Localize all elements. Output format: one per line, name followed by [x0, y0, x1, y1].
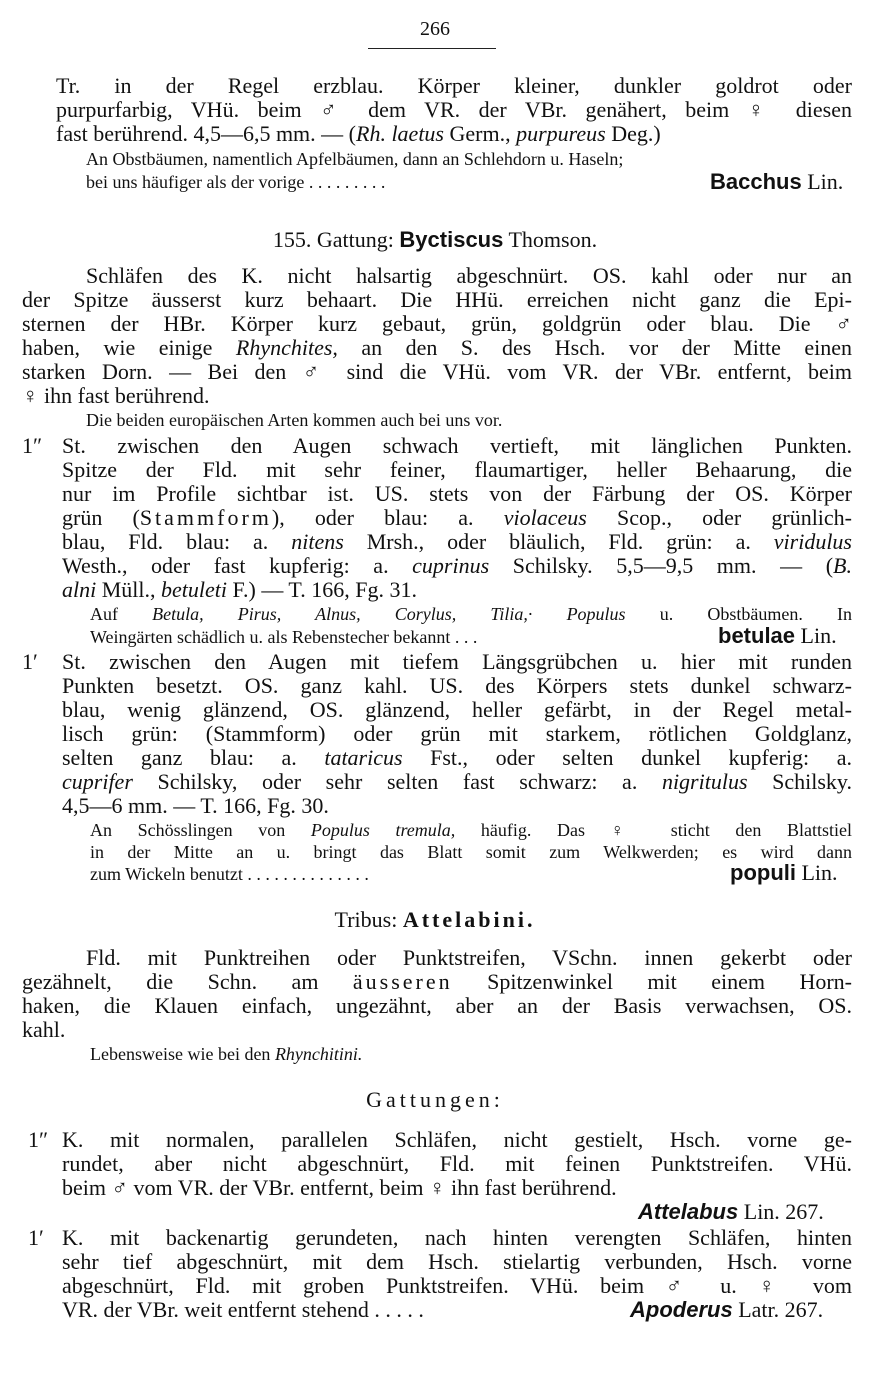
- text-line: St. zwischen den Augen schwach vertieft, mit länglichen Punkten.: [62, 433, 852, 458]
- text-line: Tr. in der Regel erzblau. Körper kleiner, dunkler goldrot oder: [56, 73, 852, 98]
- species-name: betulae Lin.: [718, 623, 837, 648]
- text-line: 4,5—6 mm. — T. 166, Fg. 30.: [62, 793, 329, 818]
- header-rule: [368, 48, 496, 49]
- text-line: haken, die Klauen einfach, ungezähnt, aber an der Basis verwachsen, OS.: [22, 993, 852, 1018]
- text-line: St. zwischen den Augen mit tiefem Längsgrübchen u. hier mit runden: [62, 649, 852, 674]
- habitat-note: An Obstbäumen, namentlich Apfelbäumen, dann an Schlehdorn u. Haseln;: [86, 149, 624, 169]
- text-line: cuprifer Schilsky, oder sehr selten fast schwarz: a. nigritulus Schilsky.: [62, 769, 852, 794]
- text-line: starken Dorn. — Bei den ♂ sind die VHü. vom VR. der VBr. entfernt, beim: [22, 359, 852, 384]
- species-name: Bacchus Lin.: [710, 169, 844, 194]
- text-line: nur im Profile sichtbar ist. US. stets von der Färbung der OS. Körper: [62, 481, 852, 506]
- text-line: Fld. mit Punktreihen oder Punktstreifen, VSchn. innen gekerbt oder: [86, 945, 852, 970]
- habitat-note: in der Mitte an u. bringt das Blatt somit zum Welkwerden; es wird dann: [90, 842, 852, 862]
- text-line: purpurfarbig, VHü. beim ♂ dem VR. der VBr. genähert, beim ♀ diesen: [56, 97, 852, 122]
- text-line: der Spitze äusserst kurz behaart. Die HHü. erreichen nicht ganz die Epi-: [22, 287, 852, 312]
- text-line: K. mit backenartig gerundeten, nach hinten verengten Schläfen, hinten: [62, 1225, 852, 1250]
- text-line: kahl.: [22, 1017, 66, 1042]
- genus-reference: Attelabus Lin. 267.: [638, 1199, 824, 1224]
- text-line: grün (Stammform), oder blau: a. violaceus Scop., oder grünlich-: [62, 505, 853, 530]
- page-number: 266: [420, 18, 450, 40]
- text-line: Spitze der Fld. mit sehr feiner, flaumartiger, heller Behaarung, die: [62, 457, 852, 482]
- text-line: sternen der HBr. Körper kurz gebaut, grün, goldgrün oder blau. Die ♂: [22, 311, 852, 336]
- text-line: rundet, aber nicht abgeschnürt, Fld. mit feinen Punktstreifen. VHü.: [62, 1151, 852, 1176]
- text-line: ♀ ihn fast berührend.: [22, 383, 210, 408]
- note-line: Die beiden europäischen Arten kommen auch bei uns vor.: [86, 410, 503, 430]
- text-line: gezähnelt, die Schn. am äusseren Spitzenwinkel mit einem Horn-: [22, 969, 852, 994]
- text-line: beim ♂ vom VR. der VBr. entfernt, beim ♀ ihn fast berührend.: [62, 1175, 617, 1200]
- text-line: Westh., oder fast kupferig: a. cuprinus Schilsky. 5,5—9,5 mm. — (B.: [62, 553, 852, 578]
- text-line: Schläfen des K. nicht halsartig abgeschnürt. OS. kahl oder nur an: [86, 263, 852, 288]
- habitat-note: An Schösslingen von Populus tremula, häufig. Das ♀ sticht den Blattstiel: [90, 820, 852, 840]
- text-line: abgeschnürt, Fld. mit groben Punktstreifen. VHü. beim ♂ u. ♀ vom: [62, 1273, 852, 1298]
- genus-reference: Apoderus Latr. 267.: [630, 1297, 824, 1322]
- species-name: populi Lin.: [730, 860, 838, 885]
- genera-heading: Gattungen:: [366, 1087, 504, 1112]
- text-line: alni Müll., betuleti F.) — T. 166, Fg. 31.: [62, 577, 417, 602]
- habitat-note: Auf Betula, Pirus, Alnus, Corylus, Tilia,· Populus u. Obstbäumen. In: [90, 604, 852, 624]
- text-line: lisch grün: (Stammform) oder grün mit starkem, rötlichen Goldglanz,: [62, 721, 852, 746]
- habitat-note: bei uns häufiger als der vorige . . . . . . . . .: [86, 172, 386, 192]
- text-line: VR. der VBr. weit entfernt stehend . . . . .: [62, 1297, 424, 1322]
- text-line: haben, wie einige Rhynchites, an den S. des Hsch. vor der Mitte einen: [22, 335, 852, 360]
- habitat-note: zum Wickeln benutzt . . . . . . . . . . . . . .: [90, 864, 369, 884]
- key-number: 1″: [28, 1127, 49, 1152]
- key-number: 1′: [28, 1225, 44, 1250]
- text-line: sehr tief abgeschnürt, mit dem Hsch. stielartig verbunden, Hsch. vorne: [62, 1249, 852, 1274]
- key-number: 1″: [22, 433, 43, 458]
- text-line: K. mit normalen, parallelen Schläfen, nicht gestielt, Hsch. vorne ge-: [62, 1127, 852, 1152]
- key-number: 1′: [22, 649, 38, 674]
- text-line: selten ganz blau: a. tataricus Fst., oder selten dunkel kupferig: a.: [62, 745, 852, 770]
- text-line: blau, Fld. blau: a. nitens Mrsh., oder bläulich, Fld. grün: a. viridulus: [62, 529, 852, 554]
- text-line: Punkten besetzt. OS. ganz kahl. US. des Körpers stets dunkel schwarz-: [62, 673, 852, 698]
- text-line: blau, wenig glänzend, OS. glänzend, heller gefärbt, in der Regel metal-: [62, 697, 852, 722]
- note-line: Lebensweise wie bei den Rhynchitini.: [90, 1044, 363, 1064]
- genus-heading: 155. Gattung: Byctiscus Thomson.: [272, 227, 598, 252]
- habitat-note: Weingärten schädlich u. als Rebenstecher bekannt . . .: [90, 627, 478, 647]
- text-line: fast berührend. 4,5—6,5 mm. — (Rh. laetus Germ., purpureus Deg.): [56, 121, 661, 146]
- tribe-heading: Tribus: Attelabini.: [334, 907, 536, 932]
